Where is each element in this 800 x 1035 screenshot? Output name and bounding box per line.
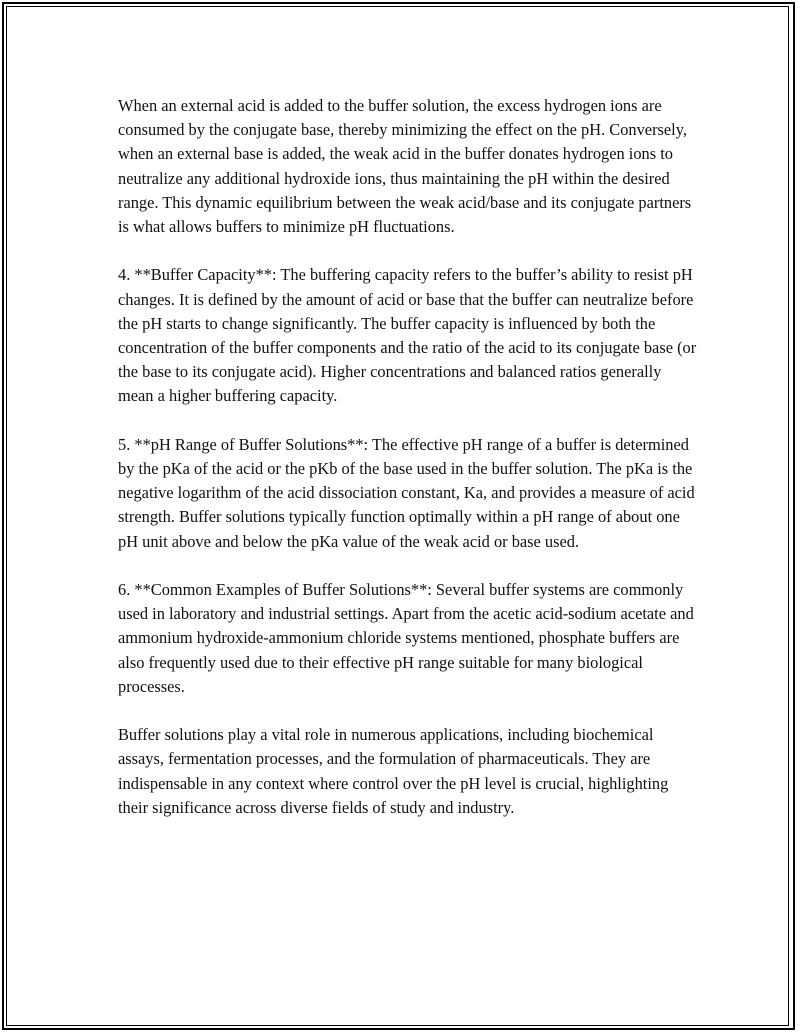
document-body [118, 94, 698, 844]
paragraph-ph-range: 5. **pH Range of Buffer Solutions**: The effective pH range of a buffer is determined by the pKa of the acid or the pKb of the base used in the buffer solution. The pKa is the negative logarithm of the acid dissociation constant, Ka, and provides a measure of acid strength. Buffer solutions typically function optimally within a pH range of about one pH unit above and below the pKa value of the weak acid or base used. [118, 434, 695, 551]
paragraph-common-examples: 6. **Common Examples of Buffer Solutions**: Several buffer systems are commonly used in laboratory and industrial settings. Apart from the acetic acid-sodium acetate and ammonium hydroxide-ammonium chloride systems mentioned, phosphate buffers are also frequently used due to their effective pH range suitable for many biological processes. [118, 580, 694, 696]
paragraph-conclusion: Buffer solutions play a vital role in numerous applications, including biochemical assays, fermentation processes, and the formulation of pharmaceuticals. They are indispensable in any context where control over the pH level is crucial, highlighting their significance across diverse fields of study and industry. [118, 725, 669, 817]
paragraph-buffer-mechanism: When an external acid is added to the buffer solution, the excess hydrogen ions are consumed by the conjugate base, thereby minimizing the effect on the pH. Conversely, when an external base is added, the weak acid in the buffer donates hydrogen ions to neutralize any additional hydroxide ions, thus maintaining the pH within the desired range. This dynamic equilibrium between the weak acid/base and its conjugate partners is what allows buffers to minimize pH fluctuations. [118, 96, 692, 237]
paragraph-buffer-capacity: 4. **Buffer Capacity**: The buffering capacity refers to the buffer’s ability to resist pH changes. It is defined by the amount of acid or base that the buffer can neutralize before the pH starts to change significantly. The buffer capacity is influenced by both the concentration of the buffer components and the ratio of the acid to its conjugate base (or the base to its conjugate acid). Higher concentrations and balanced ratios generally mean a higher buffering capacity. [118, 265, 697, 406]
